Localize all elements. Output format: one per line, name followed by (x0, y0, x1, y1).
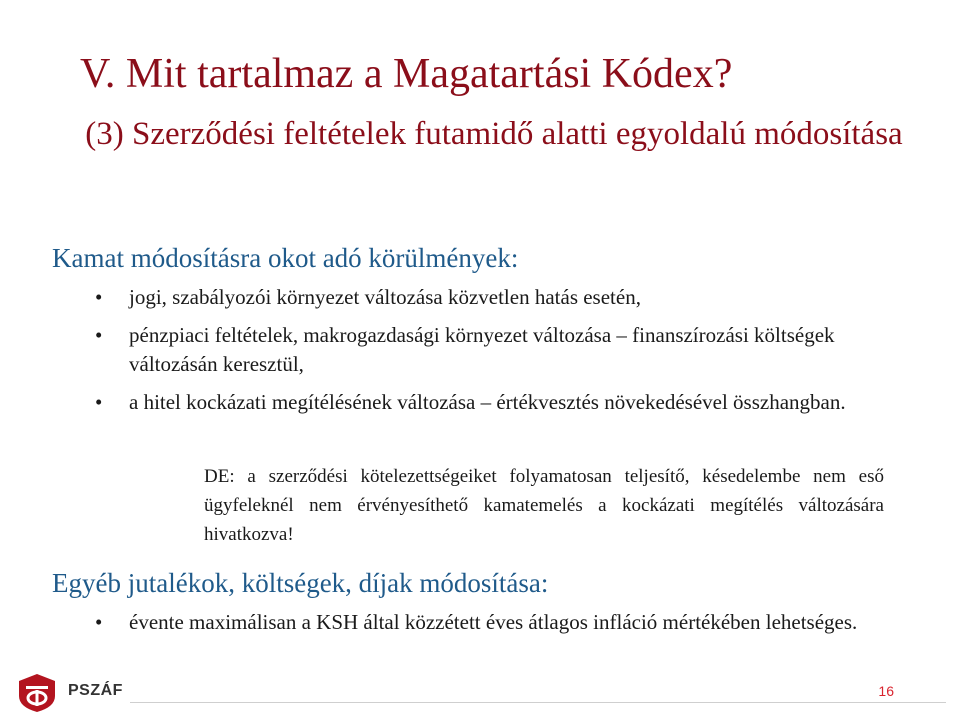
note-paragraph: DE: a szerződési kötelezettségeiket folyamatosan teljesítő, késedelembe nem eső ügyfeleknél nem érvényesíthető kamatemelés a kockázati megítélés változására hivatkozva! (204, 466, 884, 545)
slide-subtitle: (3) Szerződési feltételek futamidő alatti egyoldalú módosítása (85, 116, 903, 152)
bullet-icon: • (95, 390, 103, 414)
bullet-list-fees (95, 608, 895, 646)
list-item-text: a hitel kockázati megítélésének változása – értékvesztés növekedésével összhangban. (129, 390, 846, 414)
pszaf-logo-icon (16, 672, 58, 714)
list-item (95, 388, 895, 417)
footer-divider (130, 702, 946, 703)
section-heading-interest: Kamat módosításra okot adó körülmények: (52, 243, 519, 273)
list-item (95, 283, 895, 312)
list-item-text: évente maximálisan a KSH által közzétett éves átlagos infláció mértékében lehetséges. (129, 610, 858, 634)
slide-title: V. Mit tartalmaz a Magatartási Kódex? (80, 51, 733, 97)
bullet-icon: • (95, 285, 103, 309)
bullet-icon: • (95, 610, 103, 634)
list-item-text: pénzpiaci feltételek, makrogazdasági környezet változása – finanszírozási költségek változásán keresztül, (129, 323, 835, 376)
footer-brand: PSZÁF (68, 682, 123, 699)
bullet-icon: • (95, 323, 103, 347)
list-item (95, 321, 895, 379)
list-item (95, 608, 895, 637)
page-number: 16 (878, 683, 894, 699)
section-heading-fees: Egyéb jutalékok, költségek, díjak módosítása: (52, 568, 549, 598)
bullet-list-interest (95, 283, 895, 417)
list-item-text: jogi, szabályozói környezet változása közvetlen hatás esetén, (129, 285, 641, 309)
